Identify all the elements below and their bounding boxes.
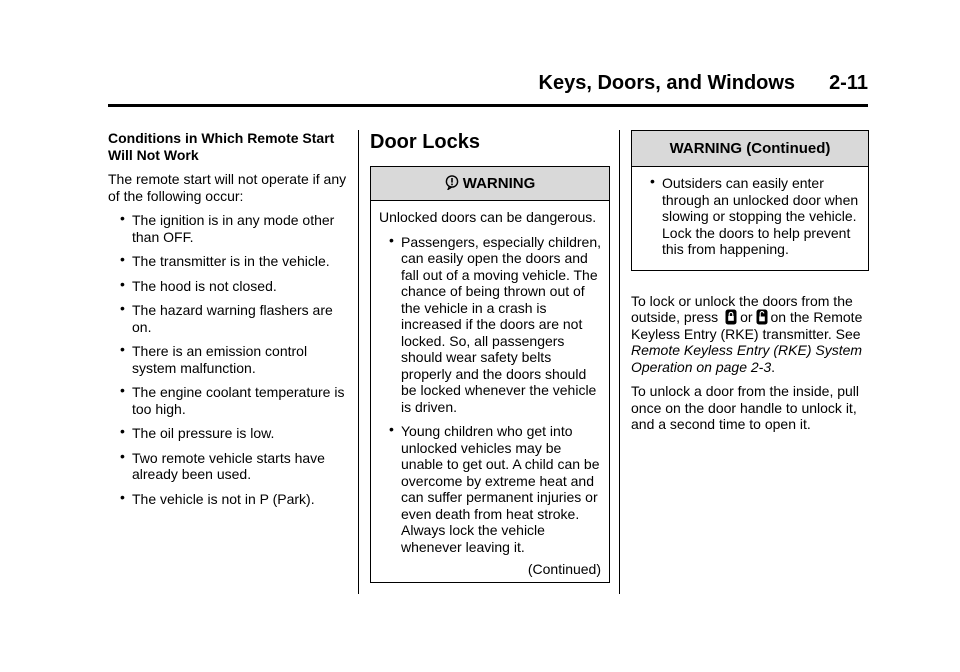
list-item: • The oil pressure is low. <box>108 425 348 442</box>
warning-list <box>640 175 860 258</box>
warning-box-continued <box>631 130 869 271</box>
cross-reference: Remote Keyless Entry (RKE) System Operation on page 2-3 <box>631 342 863 375</box>
column-door-locks <box>370 130 610 583</box>
list-item: • Outsiders can easily enter through an unlocked door when slowing or stopping the vehicle. Lock the doors to help prevent this from happening. <box>640 175 860 258</box>
paragraph-text: or <box>740 309 753 325</box>
list-item: • The hood is not closed. <box>108 278 348 295</box>
continued-label: (Continued) <box>527 561 601 577</box>
lock-unlock-paragraph <box>631 293 869 376</box>
paragraph-text: To lock or unlock the doors from the outside, press <box>631 292 853 325</box>
section-title: Keys, Doors, and Windows <box>538 72 796 94</box>
list-item: • The transmitter is in the vehicle. <box>108 253 348 270</box>
section-heading: Door Locks <box>370 131 481 153</box>
subheading-line2: Will Not Work <box>108 146 199 163</box>
list-item: • There is an emission control system malfunction. <box>108 343 348 376</box>
unlock-inside-paragraph: To unlock a door from the inside, pull once on the door handle to unlock it, and a second time to open it. <box>631 383 860 432</box>
column-door-locks-continued <box>631 130 869 441</box>
column-remote-start <box>108 130 348 515</box>
paragraph-text: on the Remote Keyless Entry (RKE) transmitter. See <box>631 309 863 342</box>
lock-icon <box>725 309 737 325</box>
list-item: • Young children who get into unlocked vehicles may be unable to get out. A child can be overcome by extreme heat and can suffer permanent injuries or even death from heat stroke. Always lock the vehicle whenever leaving it. <box>379 423 601 555</box>
list-item: • The hazard warning flashers are on. <box>108 302 348 335</box>
subheading-line1: Conditions in Which Remote Start <box>108 130 335 146</box>
list-item: • The vehicle is not in P (Park). <box>108 491 348 508</box>
intro-paragraph: The remote start will not operate if any of the following occur: <box>108 171 347 204</box>
list-item: • Passengers, especially children, can easily open the doors and fall out of a moving vehicle. The chance of being thrown out of the vehicle in a crash is increased if the doors are not locked. So, all passengers should wear safety belts properly and the doors should be locked whenever the vehicle is driven. <box>379 234 601 416</box>
page-header <box>108 72 868 107</box>
conditions-list <box>108 212 348 507</box>
paragraph-text: . <box>771 358 775 375</box>
warning-title: WARNING <box>462 175 536 192</box>
warning-header: WARNING (Continued) <box>632 131 868 167</box>
page-number: 2-11 <box>829 72 868 94</box>
warning-icon <box>445 175 459 190</box>
column-divider <box>619 130 620 594</box>
subheading <box>108 130 348 163</box>
warning-body <box>371 201 609 582</box>
warning-list <box>379 234 601 556</box>
unlock-icon <box>756 309 768 325</box>
list-item: • The engine coolant temperature is too high. <box>108 384 348 417</box>
list-item: • Two remote vehicle starts have already been used. <box>108 450 348 483</box>
warning-intro: Unlocked doors can be dangerous. <box>379 209 597 225</box>
warning-header <box>371 167 609 201</box>
column-divider <box>358 130 359 594</box>
list-item: • The ignition is in any mode other than OFF. <box>108 212 348 245</box>
warning-body <box>632 167 868 270</box>
warning-box <box>370 166 610 583</box>
